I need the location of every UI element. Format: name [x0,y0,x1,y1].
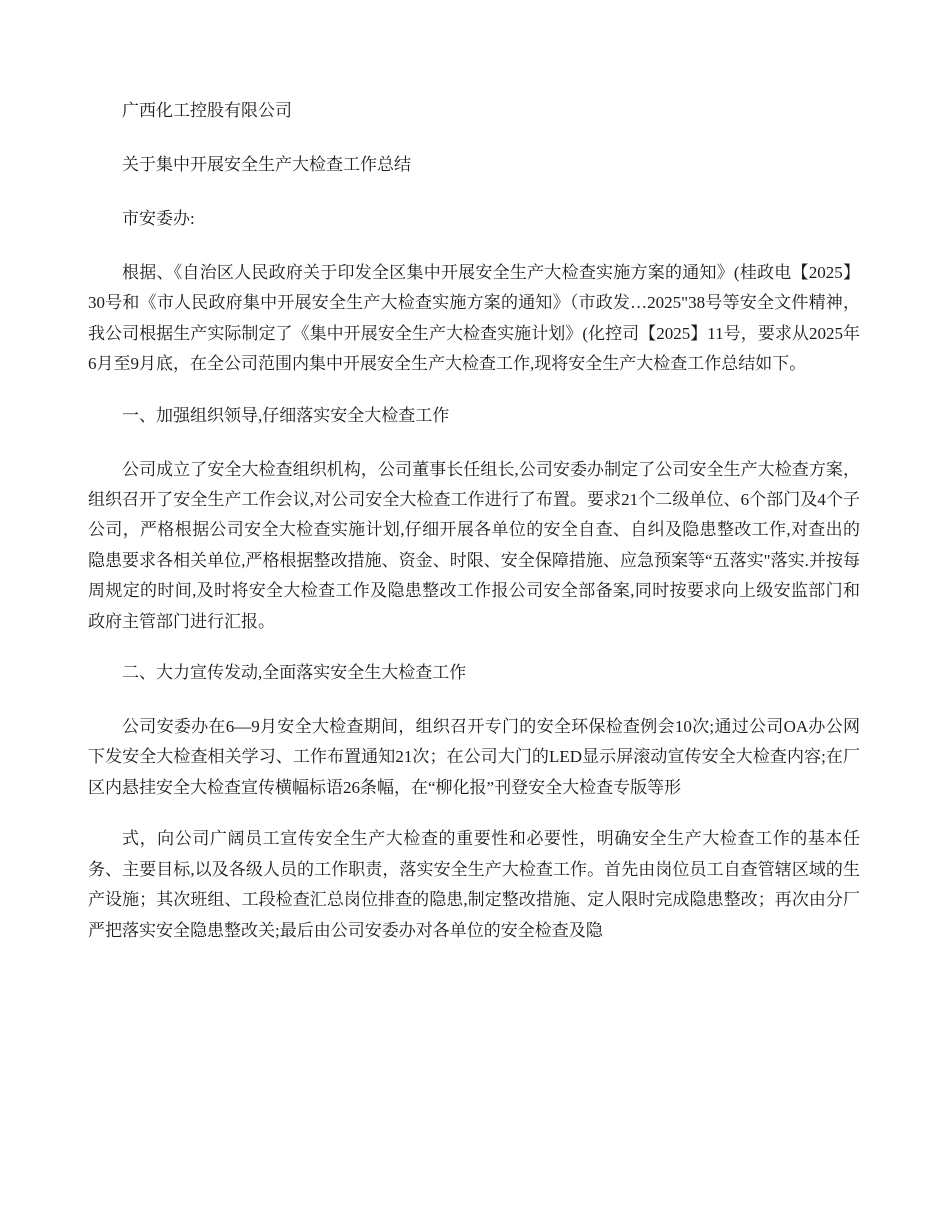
document-page [88,96,860,967]
company-name: 广西化工控股有限公司 [122,101,292,120]
section-heading-1: 一、加强组织领导,仔细落实安全大检查工作 [122,405,450,425]
section-1-paragraph: 公司成立了安全大检查组织机构，公司董事长任组长,公司安委办制定了公司安全生产大检查方案，组织召开了安全生产工作会议,对公司安全大检查工作进行了布置。要求21个二级单位、6个部门及4个子公司，严格根据公司安全大检查实施计划,仔细开展各单位的安全自查、自纠及隐患整改工作,对查出的隐患要求各相关单位,严格根据整改措施、资金、时限、安全保障措施、应急预案等“五落实"落实.并按每周规定的时间,及时将安全大检查工作及隐患整改工作报公司安全部备案,同时按要求向上级安监部门和政府主管部门进行汇报。 [88,459,860,631]
intro-paragraph: 根据、《自治区人民政府关于印发全区集中开展安全生产大检查实施方案的通知》(桂政电【2025】30号和《市人民政府集中开展安全生产大检查实施方案的通知》（市政发…2025"38号等安全文件精神，我公司根据生产实际制定了《集中开展安全生产大检查实施计划》(化控司【2025】11号，要求从2025年6月至9月底，在全公司范围内集中开展安全生产大检查工作,现将安全生产大检查工作总结如下。 [88,263,860,374]
recipient-line: 市安委办: [122,209,195,228]
section-2-paragraph: 公司安委办在6—9月安全大检查期间，组织召开专门的安全环保检查例会10次;通过公司OA办公网下发安全大检查相关学习、工作布置通知21次；在公司大门的LED显示屏滚动宣传安全大检查内容;在厂区内悬挂安全大检查宣传横幅标语26条幅，在“柳化报”刊登安全大检查专版等形 [88,717,860,797]
section-2-continuation-paragraph: 式，向公司广阔员工宣传安全生产大检查的重要性和必要性，明确安全生产大检查工作的基本任务、主要目标,以及各级人员的工作职责，落实安全生产大检查工作。首先由岗位员工自查管辖区域的生产设施；其次班组、工段检查汇总岗位排查的隐患,制定整改措施、定人限时完成隐患整改；再次由分厂严把落实安全隐患整改关;最后由公司安委办对各单位的安全检查及隐 [88,829,860,940]
section-heading-2: 二、大力宣传发动,全面落实安全生大检查工作 [122,663,467,683]
document-title: 关于集中开展安全生产大检查工作总结 [122,155,411,174]
